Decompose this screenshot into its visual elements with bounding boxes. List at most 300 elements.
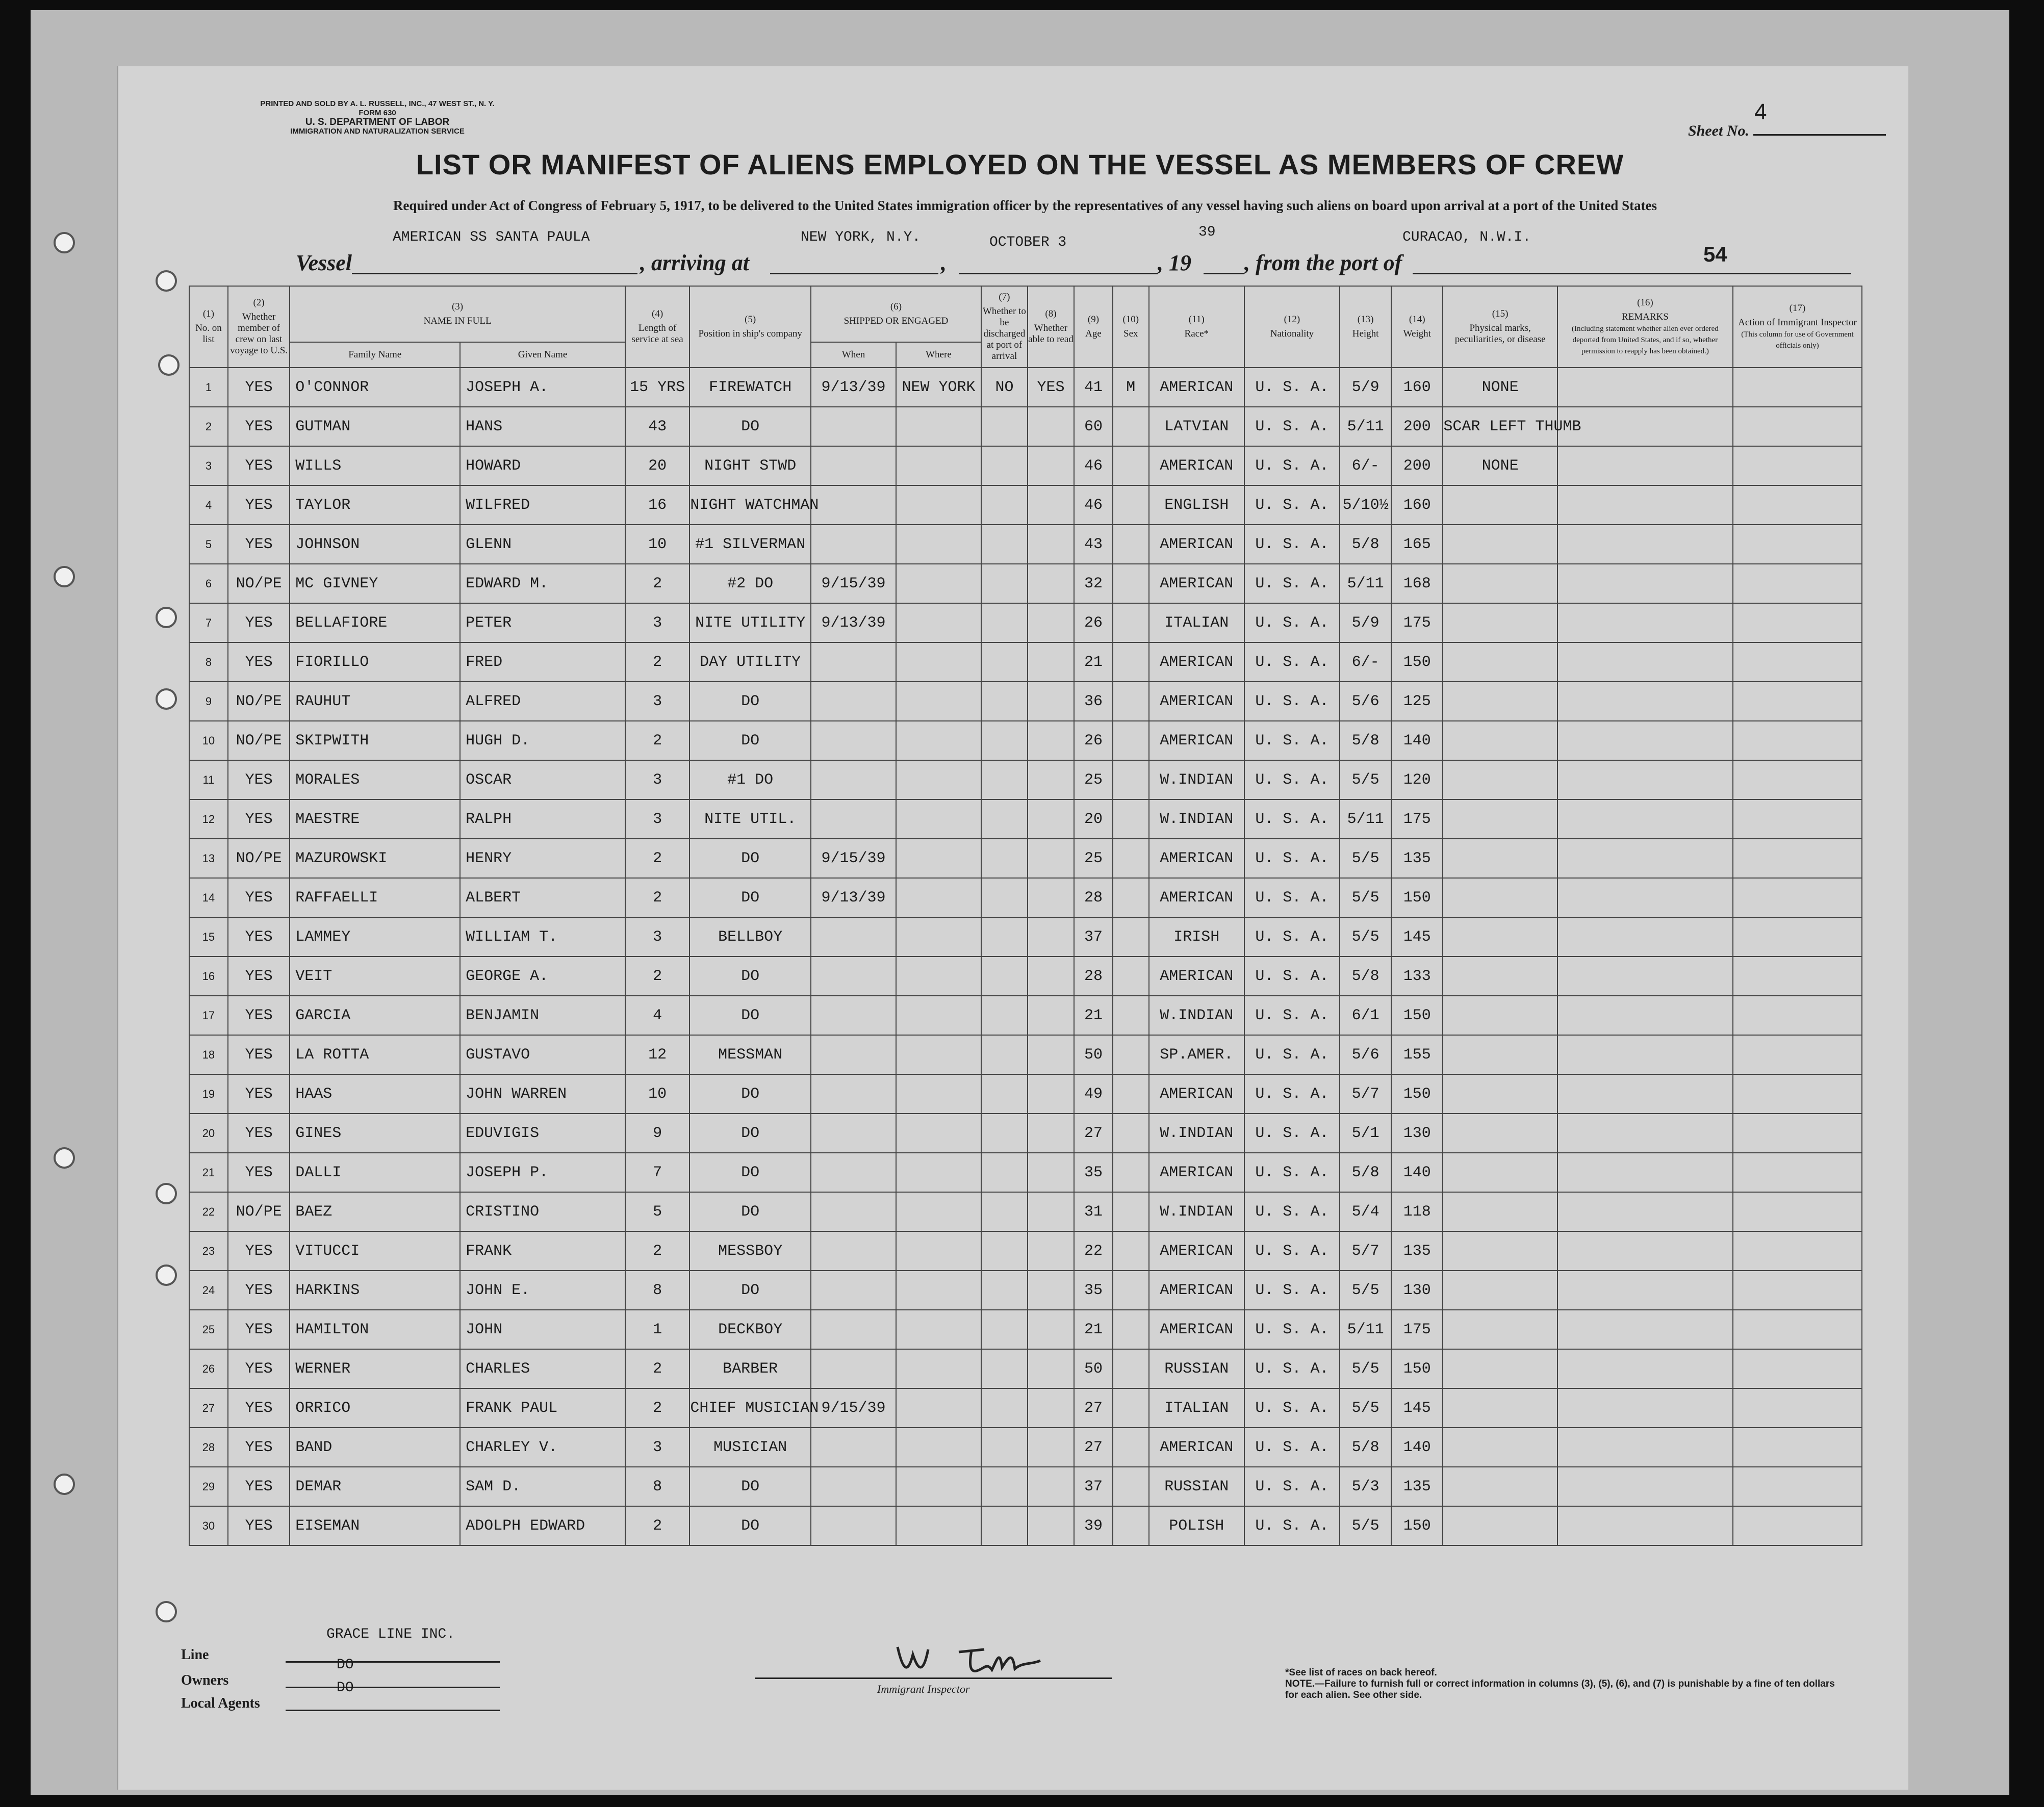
able-to-read-cell (1028, 1271, 1074, 1310)
height-cell: 5/7 (1340, 1074, 1391, 1114)
race-cell: W.INDIAN (1149, 799, 1244, 839)
row-number-cell: 28 (189, 1428, 228, 1467)
race-cell: POLISH (1149, 1506, 1244, 1545)
voyage-number: 54 (1703, 242, 1727, 266)
nationality-cell: U. S. A. (1244, 917, 1340, 957)
punch-hole (54, 1147, 75, 1169)
remarks-cell (1557, 957, 1733, 996)
family-name-cell: MORALES (290, 760, 460, 799)
previous-voyage-cell: YES (228, 1231, 290, 1271)
service-length-cell: 8 (625, 1271, 689, 1310)
punch-hole (54, 1474, 75, 1495)
table-row (189, 1428, 1862, 1467)
inspector-action-cell (1733, 1467, 1862, 1506)
nationality-cell: U. S. A. (1244, 996, 1340, 1035)
given-name-cell: BENJAMIN (460, 996, 625, 1035)
row-number-cell: 4 (189, 485, 228, 525)
discharged-cell (981, 1271, 1028, 1310)
shipped-where-cell (896, 1428, 981, 1467)
able-to-read-cell (1028, 839, 1074, 878)
physical-marks-cell (1443, 603, 1557, 642)
position-cell: DO (689, 682, 811, 721)
race-cell: AMERICAN (1149, 721, 1244, 760)
previous-voyage-cell: YES (228, 996, 290, 1035)
row-number-cell: 15 (189, 917, 228, 957)
col-header-inspector-action: (17) Action of Immigrant Inspector (This column for use of Government officials only) (1733, 286, 1862, 368)
age-cell: 31 (1074, 1192, 1113, 1231)
punch-hole (54, 566, 75, 587)
physical-marks-cell (1443, 1506, 1557, 1545)
discharged-cell (981, 1467, 1028, 1506)
inspector-action-cell (1733, 1153, 1862, 1192)
given-name-cell: WILFRED (460, 485, 625, 525)
weight-cell: 200 (1391, 407, 1443, 446)
punch-hole (54, 232, 75, 253)
race-cell: RUSSIAN (1149, 1349, 1244, 1388)
given-name-cell: ADOLPH EDWARD (460, 1506, 625, 1545)
inspector-action-cell (1733, 682, 1862, 721)
weight-cell: 200 (1391, 446, 1443, 485)
sheet-number-label (1688, 122, 1886, 140)
family-name-cell: MC GIVNEY (290, 564, 460, 603)
height-cell: 5/5 (1340, 917, 1391, 957)
nationality-cell: U. S. A. (1244, 1428, 1340, 1467)
sex-cell (1113, 878, 1149, 917)
previous-voyage-cell: YES (228, 1153, 290, 1192)
shipped-when-cell (811, 1271, 896, 1310)
weight-cell: 175 (1391, 799, 1443, 839)
service-length-cell: 16 (625, 485, 689, 525)
row-number-cell: 25 (189, 1310, 228, 1349)
nationality-cell: U. S. A. (1244, 1153, 1340, 1192)
shipped-where-cell (896, 1271, 981, 1310)
weight-cell: 150 (1391, 642, 1443, 682)
able-to-read-cell (1028, 1192, 1074, 1231)
row-number-cell: 16 (189, 957, 228, 996)
physical-marks-cell (1443, 1428, 1557, 1467)
nationality-cell: U. S. A. (1244, 957, 1340, 996)
table-row (189, 1231, 1862, 1271)
able-to-read-cell (1028, 1310, 1074, 1349)
physical-marks-cell (1443, 1467, 1557, 1506)
nationality-cell: U. S. A. (1244, 1467, 1340, 1506)
sex-cell (1113, 1035, 1149, 1074)
family-name-cell: MAZUROWSKI (290, 839, 460, 878)
age-cell: 22 (1074, 1231, 1113, 1271)
shipped-where-cell (896, 525, 981, 564)
vessel-row: Vessel AMERICAN SS SANTA PAULA , arriving at NEW YORK, N.Y. , OCTOBER 3 , 19 39 , from the port of CURACAO, N.W.I. 54 (296, 245, 1851, 280)
table-row (189, 368, 1862, 407)
discharged-cell (981, 1349, 1028, 1388)
owners-label: Owners (181, 1672, 229, 1688)
race-cell: LATVIAN (1149, 407, 1244, 446)
shipped-where-cell: NEW YORK (896, 368, 981, 407)
age-cell: 21 (1074, 642, 1113, 682)
remarks-cell (1557, 682, 1733, 721)
discharged-cell (981, 642, 1028, 682)
weight-cell: 175 (1391, 603, 1443, 642)
shipped-where-cell (896, 878, 981, 917)
row-number-cell: 19 (189, 1074, 228, 1114)
punch-hole (158, 354, 180, 376)
height-cell: 5/3 (1340, 1467, 1391, 1506)
weight-cell: 130 (1391, 1271, 1443, 1310)
inspector-action-cell (1733, 564, 1862, 603)
shipped-when-cell (811, 1310, 896, 1349)
sex-cell (1113, 760, 1149, 799)
race-cell: AMERICAN (1149, 1271, 1244, 1310)
height-cell: 5/5 (1340, 878, 1391, 917)
weight-cell: 160 (1391, 485, 1443, 525)
nationality-cell: U. S. A. (1244, 1192, 1340, 1231)
given-name-cell: HOWARD (460, 446, 625, 485)
able-to-read-cell (1028, 1349, 1074, 1388)
given-name-cell: SAM D. (460, 1467, 625, 1506)
sex-cell (1113, 564, 1149, 603)
previous-voyage-cell: YES (228, 878, 290, 917)
remarks-cell (1557, 1192, 1733, 1231)
service-length-cell: 2 (625, 878, 689, 917)
previous-voyage-cell: YES (228, 1506, 290, 1545)
discharged-cell (981, 564, 1028, 603)
remarks-cell (1557, 839, 1733, 878)
shipped-where-cell (896, 1074, 981, 1114)
sex-cell (1113, 485, 1149, 525)
col-header-no: (1) No. on list (189, 286, 228, 368)
family-name-cell: DEMAR (290, 1467, 460, 1506)
given-name-cell: FRANK (460, 1231, 625, 1271)
previous-voyage-cell: YES (228, 1310, 290, 1349)
shipped-where-cell (896, 996, 981, 1035)
table-row (189, 485, 1862, 525)
shipped-where-cell (896, 1192, 981, 1231)
age-cell: 27 (1074, 1114, 1113, 1153)
row-number-cell: 26 (189, 1349, 228, 1388)
race-cell: AMERICAN (1149, 1310, 1244, 1349)
able-to-read-cell (1028, 525, 1074, 564)
position-cell: CHIEF MUSICIAN (689, 1388, 811, 1428)
age-cell: 20 (1074, 799, 1113, 839)
family-name-cell: FIORILLO (290, 642, 460, 682)
height-cell: 5/5 (1340, 839, 1391, 878)
family-name-cell: O'CONNOR (290, 368, 460, 407)
age-cell: 43 (1074, 525, 1113, 564)
col-header-physical-marks: (15) Physical marks, peculiarities, or disease (1443, 286, 1557, 368)
family-name-cell: RAFFAELLI (290, 878, 460, 917)
physical-marks-cell (1443, 1192, 1557, 1231)
shipped-when-cell (811, 799, 896, 839)
row-number-cell: 1 (189, 368, 228, 407)
sex-cell (1113, 1153, 1149, 1192)
family-name-cell: WILLS (290, 446, 460, 485)
table-row (189, 1506, 1862, 1545)
inspector-action-cell (1733, 1310, 1862, 1349)
age-cell: 60 (1074, 407, 1113, 446)
service-length-cell: 3 (625, 760, 689, 799)
given-name-cell: GUSTAVO (460, 1035, 625, 1074)
position-cell: DO (689, 407, 811, 446)
race-cell: ENGLISH (1149, 485, 1244, 525)
form-number: FORM 630 (359, 109, 396, 117)
given-name-cell: HANS (460, 407, 625, 446)
shipped-when-cell (811, 407, 896, 446)
position-cell: DO (689, 1506, 811, 1545)
row-number-cell: 20 (189, 1114, 228, 1153)
family-name-cell: ORRICO (290, 1388, 460, 1428)
discharged-cell (981, 1388, 1028, 1428)
age-cell: 37 (1074, 1467, 1113, 1506)
given-name-cell: RALPH (460, 799, 625, 839)
physical-marks-cell (1443, 682, 1557, 721)
family-name-cell: EISEMAN (290, 1506, 460, 1545)
previous-voyage-cell: YES (228, 1428, 290, 1467)
service-length-cell: 2 (625, 1388, 689, 1428)
punch-hole (156, 1264, 177, 1286)
nationality-cell: U. S. A. (1244, 603, 1340, 642)
age-cell: 28 (1074, 878, 1113, 917)
position-cell: NIGHT WATCHMAN (689, 485, 811, 525)
height-cell: 5/6 (1340, 1035, 1391, 1074)
line-value: GRACE LINE INC. (326, 1627, 455, 1642)
table-row (189, 917, 1862, 957)
row-number-cell: 30 (189, 1506, 228, 1545)
sex-cell (1113, 1231, 1149, 1271)
age-cell: 41 (1074, 368, 1113, 407)
able-to-read-cell (1028, 682, 1074, 721)
sex-cell (1113, 525, 1149, 564)
physical-marks-cell (1443, 564, 1557, 603)
remarks-cell (1557, 1153, 1733, 1192)
inspector-action-cell (1733, 799, 1862, 839)
remarks-cell (1557, 878, 1733, 917)
row-number-cell: 21 (189, 1153, 228, 1192)
inspector-action-cell (1733, 1192, 1862, 1231)
height-cell: 5/9 (1340, 368, 1391, 407)
family-name-cell: TAYLOR (290, 485, 460, 525)
age-cell: 39 (1074, 1506, 1113, 1545)
position-cell: NITE UTIL. (689, 799, 811, 839)
shipped-when-cell (811, 1114, 896, 1153)
age-cell: 49 (1074, 1074, 1113, 1114)
height-cell: 5/1 (1340, 1114, 1391, 1153)
row-number-cell: 3 (189, 446, 228, 485)
table-row (189, 839, 1862, 878)
shipped-where-cell (896, 839, 981, 878)
shipped-when-cell (811, 1506, 896, 1545)
service-length-cell: 12 (625, 1035, 689, 1074)
previous-voyage-cell: YES (228, 957, 290, 996)
height-cell: 5/7 (1340, 1231, 1391, 1271)
race-cell: AMERICAN (1149, 564, 1244, 603)
height-cell: 5/8 (1340, 721, 1391, 760)
remarks-cell (1557, 1114, 1733, 1153)
sex-cell (1113, 1467, 1149, 1506)
remarks-cell (1557, 1349, 1733, 1388)
line-label: Line (181, 1647, 209, 1663)
col-header-shipped: (6) SHIPPED OR ENGAGED (811, 286, 981, 342)
races-note: *See list of races on back hereof. (1285, 1667, 1437, 1678)
arrival-year: 39 (1198, 224, 1216, 240)
position-cell: NITE UTILITY (689, 603, 811, 642)
sex-cell (1113, 1271, 1149, 1310)
able-to-read-cell (1028, 1428, 1074, 1467)
shipped-when-cell (811, 1428, 896, 1467)
previous-voyage-cell: YES (228, 446, 290, 485)
sex-cell (1113, 721, 1149, 760)
physical-marks-cell (1443, 1310, 1557, 1349)
table-row (189, 878, 1862, 917)
position-cell: DO (689, 996, 811, 1035)
age-cell: 46 (1074, 485, 1113, 525)
remarks-cell (1557, 799, 1733, 839)
able-to-read-cell (1028, 603, 1074, 642)
given-name-cell: ALBERT (460, 878, 625, 917)
nationality-cell: U. S. A. (1244, 642, 1340, 682)
nationality-cell: U. S. A. (1244, 1114, 1340, 1153)
sex-cell (1113, 642, 1149, 682)
previous-voyage-cell: YES (228, 1349, 290, 1388)
physical-marks-cell (1443, 760, 1557, 799)
physical-marks-cell (1443, 485, 1557, 525)
given-name-cell: EDWARD M. (460, 564, 625, 603)
physical-marks-cell (1443, 799, 1557, 839)
shipped-where-cell (896, 760, 981, 799)
shipped-where-cell (896, 407, 981, 446)
position-cell: DO (689, 957, 811, 996)
shipped-where-cell (896, 1153, 981, 1192)
given-name-cell: OSCAR (460, 760, 625, 799)
discharged-cell (981, 760, 1028, 799)
physical-marks-cell: SCAR LEFT THUMB (1443, 407, 1557, 446)
col-header-family-name: Family Name (290, 342, 460, 368)
able-to-read-cell (1028, 1506, 1074, 1545)
row-number-cell: 12 (189, 799, 228, 839)
local-agents-value: DO (337, 1680, 354, 1696)
age-cell: 27 (1074, 1388, 1113, 1428)
able-to-read-cell (1028, 799, 1074, 839)
race-cell: AMERICAN (1149, 642, 1244, 682)
shipped-when-cell: 9/15/39 (811, 564, 896, 603)
family-name-cell: HAAS (290, 1074, 460, 1114)
position-cell: #1 DO (689, 760, 811, 799)
remarks-cell (1557, 1506, 1733, 1545)
remarks-cell (1557, 485, 1733, 525)
race-cell: ITALIAN (1149, 603, 1244, 642)
previous-voyage-cell: NO/PE (228, 1192, 290, 1231)
sex-cell (1113, 1349, 1149, 1388)
col-header-nationality: (12) Nationality (1244, 286, 1340, 368)
col-header-weight: (14) Weight (1391, 286, 1443, 368)
table-row (189, 1349, 1862, 1388)
service-length-cell: 3 (625, 917, 689, 957)
remarks-cell (1557, 407, 1733, 446)
department-line: U. S. DEPARTMENT OF LABOR (305, 117, 450, 127)
table-row (189, 1192, 1862, 1231)
previous-voyage-cell: YES (228, 603, 290, 642)
discharged-cell (981, 1428, 1028, 1467)
punch-hole (156, 607, 177, 628)
shipped-when-cell (811, 1192, 896, 1231)
shipped-when-cell (811, 1231, 896, 1271)
height-cell: 5/11 (1340, 564, 1391, 603)
family-name-cell: GARCIA (290, 996, 460, 1035)
shipped-when-cell (811, 1035, 896, 1074)
given-name-cell: GEORGE A. (460, 957, 625, 996)
weight-cell: 140 (1391, 1153, 1443, 1192)
height-cell: 5/10½ (1340, 485, 1391, 525)
row-number-cell: 10 (189, 721, 228, 760)
height-cell: 5/5 (1340, 1506, 1391, 1545)
inspector-action-cell (1733, 485, 1862, 525)
family-name-cell: GINES (290, 1114, 460, 1153)
table-row (189, 446, 1862, 485)
family-name-cell: SKIPWITH (290, 721, 460, 760)
row-number-cell: 8 (189, 642, 228, 682)
family-name-cell: BAND (290, 1428, 460, 1467)
family-name-cell: HARKINS (290, 1271, 460, 1310)
race-cell: AMERICAN (1149, 1231, 1244, 1271)
age-cell: 50 (1074, 1035, 1113, 1074)
position-cell: MESSMAN (689, 1035, 811, 1074)
sex-cell (1113, 1192, 1149, 1231)
service-length-cell: 2 (625, 721, 689, 760)
page-subtitle: Required under Act of Congress of February 5, 1917, to be delivered to the United States immigration officer by the representatives of any vessel having such aliens on board upon arrival at a port of the United States (393, 198, 1657, 213)
shipped-where-cell (896, 1035, 981, 1074)
physical-marks-cell (1443, 839, 1557, 878)
height-cell: 5/4 (1340, 1192, 1391, 1231)
race-cell: IRISH (1149, 917, 1244, 957)
discharged-cell (981, 603, 1028, 642)
position-cell: FIREWATCH (689, 368, 811, 407)
remarks-cell (1557, 1231, 1733, 1271)
given-name-cell: WILLIAM T. (460, 917, 625, 957)
shipped-when-cell (811, 996, 896, 1035)
shipped-where-cell (896, 682, 981, 721)
previous-voyage-cell: YES (228, 1388, 290, 1428)
col-header-name: (3) NAME IN FULL (290, 286, 625, 342)
nationality-cell: U. S. A. (1244, 799, 1340, 839)
nationality-cell: U. S. A. (1244, 564, 1340, 603)
col-header-where: Where (896, 342, 981, 368)
discharged-cell (981, 1231, 1028, 1271)
position-cell: MESSBOY (689, 1231, 811, 1271)
col-header-remarks: (16) REMARKS (Including statement whether alien ever ordered deported from United States, and if so, whether permission to reapply has been obtained.) (1557, 286, 1733, 368)
height-cell: 5/8 (1340, 1428, 1391, 1467)
age-cell: 26 (1074, 721, 1113, 760)
service-length-cell: 7 (625, 1153, 689, 1192)
race-cell: AMERICAN (1149, 839, 1244, 878)
age-cell: 32 (1074, 564, 1113, 603)
weight-cell: 145 (1391, 917, 1443, 957)
shipped-where-cell (896, 1114, 981, 1153)
punch-hole (156, 688, 177, 710)
footer-note (1285, 1667, 1846, 1701)
weight-cell: 155 (1391, 1035, 1443, 1074)
given-name-cell: GLENN (460, 525, 625, 564)
service-line: IMMIGRATION AND NATURALIZATION SERVICE (290, 127, 465, 136)
col-header-given-name: Given Name (460, 342, 625, 368)
service-length-cell: 1 (625, 1310, 689, 1349)
col-header-race: (11) Race* (1149, 286, 1244, 368)
remarks-cell (1557, 603, 1733, 642)
row-number-cell: 24 (189, 1271, 228, 1310)
position-cell: DO (689, 878, 811, 917)
able-to-read-cell (1028, 446, 1074, 485)
row-number-cell: 22 (189, 1192, 228, 1231)
nationality-cell: U. S. A. (1244, 1231, 1340, 1271)
sex-cell: M (1113, 368, 1149, 407)
height-cell: 5/6 (1340, 682, 1391, 721)
